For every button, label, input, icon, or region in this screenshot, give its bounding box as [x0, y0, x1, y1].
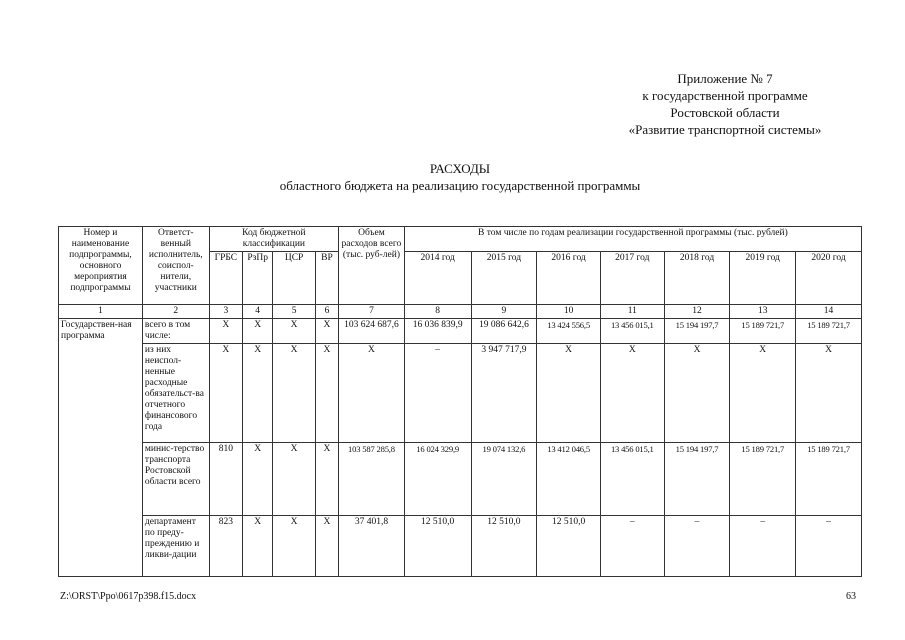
- executor-cell: департамент по преду-преждению и ликви-дации: [142, 516, 209, 577]
- executor-cell: из них неиспол-ненные расходные обязательст-ва отчетного финансового года: [142, 344, 209, 443]
- year-cell: 15 189 721,7: [730, 443, 796, 516]
- header-grbs: ГРБС: [209, 252, 242, 305]
- table-row: [59, 344, 862, 443]
- year-cell: 15 189 721,7: [796, 443, 862, 516]
- title-main: РАСХОДЫ: [429, 161, 491, 176]
- header-year: 2017 год: [600, 252, 664, 305]
- year-cell: 13 412 046,5: [537, 443, 601, 516]
- year-cell: 15 194 197,7: [664, 319, 730, 344]
- grbs-cell: Х: [209, 319, 242, 344]
- header-year: 2016 год: [537, 252, 601, 305]
- year-cell: –: [404, 344, 471, 443]
- header-csr: ЦСР: [273, 252, 315, 305]
- header-vr: ВР: [315, 252, 338, 305]
- rzpr-cell: Х: [243, 344, 273, 443]
- rzpr-cell: Х: [243, 516, 273, 577]
- vr-cell: Х: [315, 516, 338, 577]
- column-number-row: [59, 305, 862, 319]
- year-cell: 15 189 721,7: [796, 319, 862, 344]
- total-cell: 103 587 285,8: [339, 443, 405, 516]
- csr-cell: Х: [273, 443, 315, 516]
- appendix-line: «Развитие транспортной системы»: [628, 122, 822, 137]
- table-row: [59, 443, 862, 516]
- header-year: 2020 год: [796, 252, 862, 305]
- header-budget-code: Код бюджетной классификации: [209, 227, 338, 252]
- appendix-line: Ростовской области: [670, 105, 780, 120]
- executor-cell: минис-терство транспорта Ростовской области всего: [142, 443, 209, 516]
- total-cell: Х: [339, 344, 405, 443]
- column-number: 10: [537, 305, 601, 319]
- header-executor: Ответст-венный исполнитель, соиспол-нители, участники: [142, 227, 209, 305]
- year-cell: 13 424 556,5: [537, 319, 601, 344]
- appendix-line: к государственной программе: [642, 88, 808, 103]
- page-number: 63: [846, 591, 856, 602]
- column-number: 7: [339, 305, 405, 319]
- year-cell: 15 189 721,7: [730, 319, 796, 344]
- csr-cell: Х: [273, 319, 315, 344]
- column-number: 13: [730, 305, 796, 319]
- header-volume: Объем расходов всего (тыс. руб-лей): [339, 227, 405, 305]
- year-cell: 15 194 197,7: [664, 443, 730, 516]
- year-cell: –: [664, 516, 730, 577]
- year-cell: 19 074 132,6: [471, 443, 537, 516]
- executor-cell: всего в том числе:: [142, 319, 209, 344]
- table-row: [59, 516, 862, 577]
- year-cell: Х: [796, 344, 862, 443]
- year-cell: 16 024 329,9: [404, 443, 471, 516]
- header-year: 2015 год: [471, 252, 537, 305]
- year-cell: Х: [537, 344, 601, 443]
- year-cell: –: [600, 516, 664, 577]
- header-by-years: В том числе по годам реализации государственной программы (тыс. рублей): [404, 227, 861, 252]
- header-year: 2014 год: [404, 252, 471, 305]
- table-row: [59, 319, 862, 344]
- year-cell: –: [730, 516, 796, 577]
- header-row-1: [59, 227, 862, 252]
- footer-file-path: Z:\ORST\Ppo\0617p398.f15.docx: [60, 591, 197, 602]
- column-number: 8: [404, 305, 471, 319]
- grbs-cell: Х: [209, 344, 242, 443]
- column-number: 5: [273, 305, 315, 319]
- rzpr-cell: Х: [243, 443, 273, 516]
- column-number: 12: [664, 305, 730, 319]
- appendix-line: Приложение № 7: [677, 71, 773, 86]
- vr-cell: Х: [315, 443, 338, 516]
- header-year: 2019 год: [730, 252, 796, 305]
- year-cell: Х: [730, 344, 796, 443]
- vr-cell: Х: [315, 344, 338, 443]
- year-cell: 19 086 642,6: [471, 319, 537, 344]
- column-number: 14: [796, 305, 862, 319]
- csr-cell: Х: [273, 516, 315, 577]
- column-number: 6: [315, 305, 338, 319]
- year-cell: 13 456 015,1: [600, 443, 664, 516]
- rzpr-cell: Х: [243, 319, 273, 344]
- grbs-cell: 823: [209, 516, 242, 577]
- year-cell: 3 947 717,9: [471, 344, 537, 443]
- column-number: 3: [209, 305, 242, 319]
- year-cell: Х: [664, 344, 730, 443]
- document-title: [200, 160, 720, 194]
- column-number: 2: [142, 305, 209, 319]
- year-cell: 12 510,0: [537, 516, 601, 577]
- total-cell: 103 624 687,6: [339, 319, 405, 344]
- column-number: 1: [59, 305, 143, 319]
- appendix-header: [560, 70, 890, 138]
- year-cell: Х: [600, 344, 664, 443]
- csr-cell: Х: [273, 344, 315, 443]
- total-cell: 37 401,8: [339, 516, 405, 577]
- title-sub: областного бюджета на реализацию государственной программы: [279, 178, 641, 193]
- year-cell: 12 510,0: [471, 516, 537, 577]
- header-name: Номер и наименование подпрограммы, основного мероприятия подпрограммы: [59, 227, 143, 305]
- grbs-cell: 810: [209, 443, 242, 516]
- year-cell: 12 510,0: [404, 516, 471, 577]
- header-year: 2018 год: [664, 252, 730, 305]
- year-cell: 13 456 015,1: [600, 319, 664, 344]
- vr-cell: Х: [315, 319, 338, 344]
- expenses-table: [58, 226, 862, 577]
- column-number: 9: [471, 305, 537, 319]
- year-cell: –: [796, 516, 862, 577]
- program-name: Государствен-ная программа: [59, 319, 143, 577]
- column-number: 11: [600, 305, 664, 319]
- column-number: 4: [243, 305, 273, 319]
- year-cell: 16 036 839,9: [404, 319, 471, 344]
- header-rzpr: РзПр: [243, 252, 273, 305]
